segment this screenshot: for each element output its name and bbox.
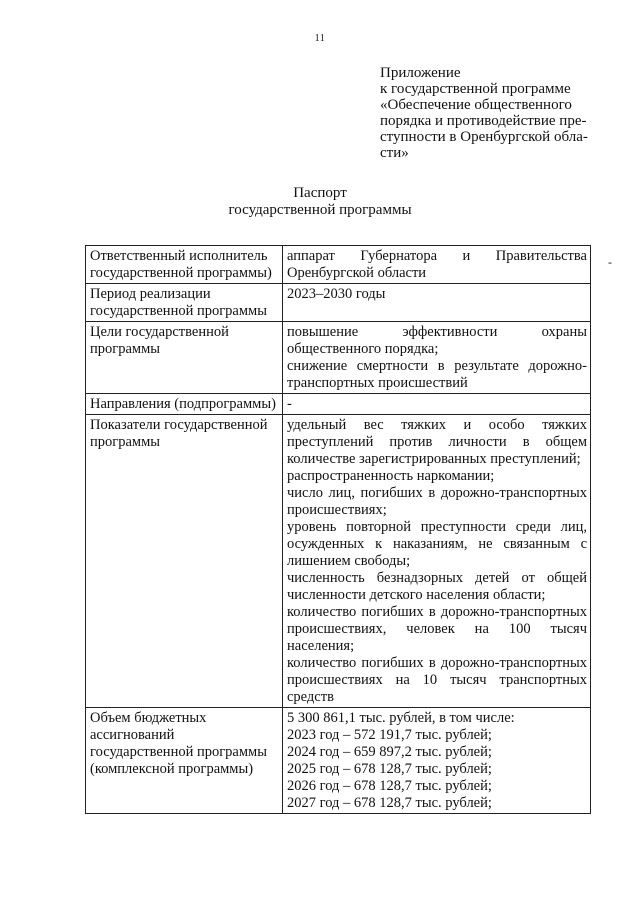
value-paragraph: аппарат Губернатора и Правительства Оренбургской области [287, 248, 587, 281]
row-value [283, 246, 591, 284]
row-value [283, 284, 591, 322]
value-paragraph: повышение эффективности охраны общественного порядка; [287, 324, 587, 357]
appendix-line: сти» [380, 145, 409, 161]
appendix-line: ступности в Оренбургской обла- [380, 129, 588, 145]
row-label: Направления (подпрограммы) [86, 394, 283, 415]
value-paragraph: снижение смертности в результате дорожно-транспортных происшествий [287, 358, 587, 391]
table-row [86, 708, 591, 814]
appendix-line: Приложение [380, 65, 461, 81]
value-paragraph: 2024 год – 659 897,2 тыс. рублей; [287, 744, 492, 760]
table-row [86, 394, 591, 415]
value-paragraph: 5 300 861,1 тыс. рублей, в том числе: [287, 710, 515, 726]
passport-table [85, 245, 591, 814]
row-label: Показатели государственной программы [86, 415, 283, 708]
edge-mark: - [608, 255, 612, 269]
value-paragraph: 2023–2030 годы [287, 286, 386, 302]
title-line-2: государственной программы [228, 202, 412, 218]
table-row [86, 284, 591, 322]
value-paragraph: уровень повторной преступности среди лиц, осужденных к наказаниям, не связанным с лишением свободы; [287, 519, 587, 569]
row-value [283, 322, 591, 394]
table-row [86, 415, 591, 708]
value-paragraph: 2023 год – 572 191,7 тыс. рублей; [287, 727, 492, 743]
row-label: Ответственный исполнитель государственной программы) [86, 246, 283, 284]
page-number: 11 [314, 33, 326, 44]
title-line-1: Паспорт [293, 185, 347, 201]
row-value [283, 394, 591, 415]
value-paragraph: - [287, 396, 292, 412]
value-paragraph: количество погибших в дорожно-транспортных происшествиях, человек на 100 тысяч населения; [287, 604, 587, 654]
value-paragraph: удельный вес тяжких и особо тяжких преступлений против личности в общем количестве зарегистрированных преступлений; [287, 417, 587, 467]
table-row [86, 246, 591, 284]
appendix-line: порядка и противодействие пре- [380, 113, 587, 129]
value-paragraph: численность безнадзорных детей от общей численности детского населения области; [287, 570, 587, 603]
value-paragraph: 2025 год – 678 128,7 тыс. рублей; [287, 761, 492, 777]
appendix-block [380, 65, 595, 161]
appendix-line: к государственной программе [380, 81, 571, 97]
row-value [283, 708, 591, 814]
document-title [0, 185, 640, 219]
value-paragraph: 2026 год – 678 128,7 тыс. рублей; [287, 778, 492, 794]
row-label: Цели государственной программы [86, 322, 283, 394]
value-paragraph: число лиц, погибших в дорожно-транспортных происшествиях; [287, 485, 587, 518]
value-paragraph: количество погибших в дорожно-транспортных происшествиях на 10 тысяч транспортных средств [287, 655, 587, 705]
value-paragraph: распространенность наркомании; [287, 468, 495, 484]
appendix-line: «Обеспечение общественного [380, 97, 572, 113]
row-label: Объем бюджетных ассигнований государственной программы (комплексной программы) [86, 708, 283, 814]
value-paragraph: 2027 год – 678 128,7 тыс. рублей; [287, 795, 492, 811]
table-row [86, 322, 591, 394]
row-label: Период реализации государственной программы [86, 284, 283, 322]
row-value [283, 415, 591, 708]
